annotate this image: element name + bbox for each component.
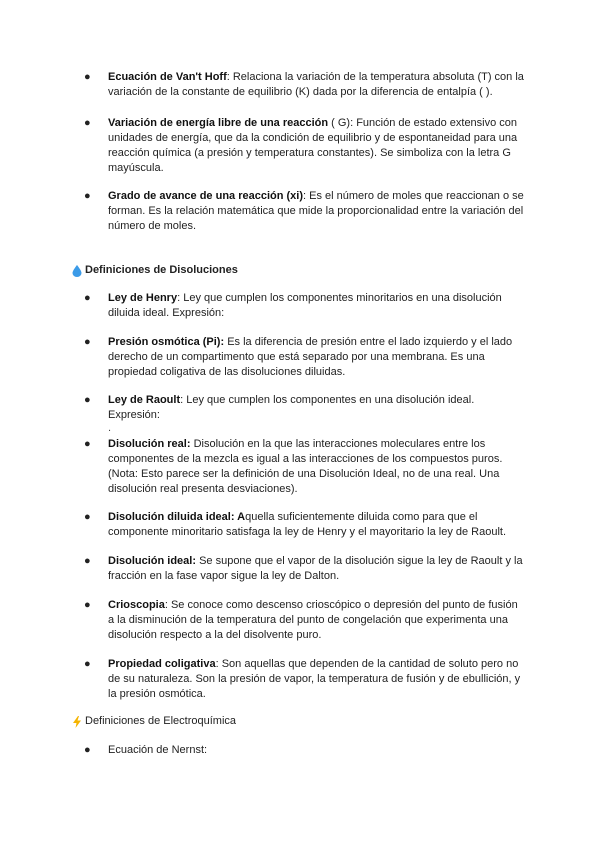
bullet: ● bbox=[84, 394, 91, 406]
term-propiedad-coligativa: Propiedad coligativa bbox=[108, 658, 216, 670]
term-ley-henry: Ley de Henry bbox=[108, 292, 178, 304]
bullet: ● bbox=[84, 744, 91, 756]
section-title: Definiciones de Electroquímica bbox=[85, 715, 237, 727]
term-vant-hoff: Ecuación de Van't Hoff bbox=[108, 71, 227, 83]
definition-vant-hoff: : Relaciona la variación de la temperatura absoluta (T) con la variación de la constante de equilibrio (K) dada por la diferencia de entalpía ( ). bbox=[108, 71, 524, 98]
term-disolucion-ideal: Disolución ideal: bbox=[108, 555, 197, 567]
bullet: ● bbox=[84, 117, 91, 129]
bullet: ● bbox=[84, 71, 91, 83]
water-drop-icon bbox=[72, 265, 82, 277]
definition-disolucion-real: Disolución en la que las interacciones moleculares entre los componentes de la mezcla es igual a las interacciones de los compuestos puros. (Nota: Esto parece ser la definición de una Disolución Ideal, no de una real. Una disolución real presenta desviaciones). bbox=[108, 438, 503, 495]
bullet: ● bbox=[84, 658, 91, 670]
definition-energia-libre: ( G): Función de estado extensivo con unidades de energía, que da la condición de equilibrio y de espontaneidad para una reacción química (a presión y temperatura constantes). Se simboliza con la letra G mayúscula. bbox=[108, 117, 518, 174]
section-title: Definiciones de Disoluciones bbox=[85, 264, 238, 276]
lightning-icon bbox=[72, 716, 82, 728]
bullet: ● bbox=[84, 336, 91, 348]
section-heading-electroquimica bbox=[72, 714, 236, 729]
definition-disolucion-diluida-ideal: quella suficientemente diluida como para que el componente minoritario satisfaga la ley de Henry y el mayoritario la ley de Raoult. bbox=[108, 511, 507, 538]
definition-presion-osmotica: Es la diferencia de presión entre el lado izquierdo y el lado derecho de un compartimento que está separado por una membrana. Es una propiedad coligativa de las disoluciones diluidas. bbox=[108, 336, 513, 378]
definition-disolucion-ideal: Se supone que el vapor de la disolución sigue la ley de Raoult y la fracción en la fase vapor sigue la ley de Dalton. bbox=[108, 555, 523, 582]
definition-grado-avance: : Es el número de moles que reaccionan o se forman. Es la relación matemática que mide la proporcionalidad entre la variación del número de moles. bbox=[108, 190, 524, 232]
term-energia-libre: Variación de energía libre de una reacción bbox=[108, 117, 329, 129]
definition-propiedad-coligativa: : Son aquellas que dependen de la cantidad de soluto pero no de su naturaleza. Son la presión de vapor, la temperatura de fusión y de ebullición, y la presión osmótica. bbox=[108, 658, 521, 700]
term-ley-raoult: Ley de Raoult bbox=[108, 394, 181, 406]
term-crioscopia: Crioscopia bbox=[108, 599, 165, 611]
bullet: ● bbox=[84, 555, 91, 567]
bullet: ● bbox=[84, 292, 91, 304]
term-disolucion-diluida-ideal: Disolución diluida ideal: A bbox=[108, 511, 246, 523]
section-heading-disoluciones bbox=[72, 263, 238, 278]
bullet: ● bbox=[84, 438, 91, 450]
term-presion-osmotica: Presión osmótica (Pi): bbox=[108, 336, 225, 348]
definition-ley-henry: : Ley que cumplen los componentes minoritarios en una disolución diluida ideal. Expresión: bbox=[108, 292, 502, 319]
term-ecuacion-nernst: Ecuación de Nernst: bbox=[108, 744, 208, 756]
stray-dot: . bbox=[108, 422, 112, 434]
term-disolucion-real: Disolución real: bbox=[108, 438, 191, 450]
term-grado-avance: Grado de avance de una reacción (xi) bbox=[108, 190, 304, 202]
bullet: ● bbox=[84, 599, 91, 611]
definition-ley-raoult: : Ley que cumplen los componentes en una disolución ideal. Expresión: bbox=[108, 394, 475, 421]
bullet: ● bbox=[84, 190, 91, 202]
bullet: ● bbox=[84, 511, 91, 523]
definition-crioscopia: : Se conoce como descenso crioscópico o depresión del punto de fusión a la disminución de la temperatura del punto de congelación que experimenta una disolución respecto a la del disolvente puro. bbox=[108, 599, 518, 641]
